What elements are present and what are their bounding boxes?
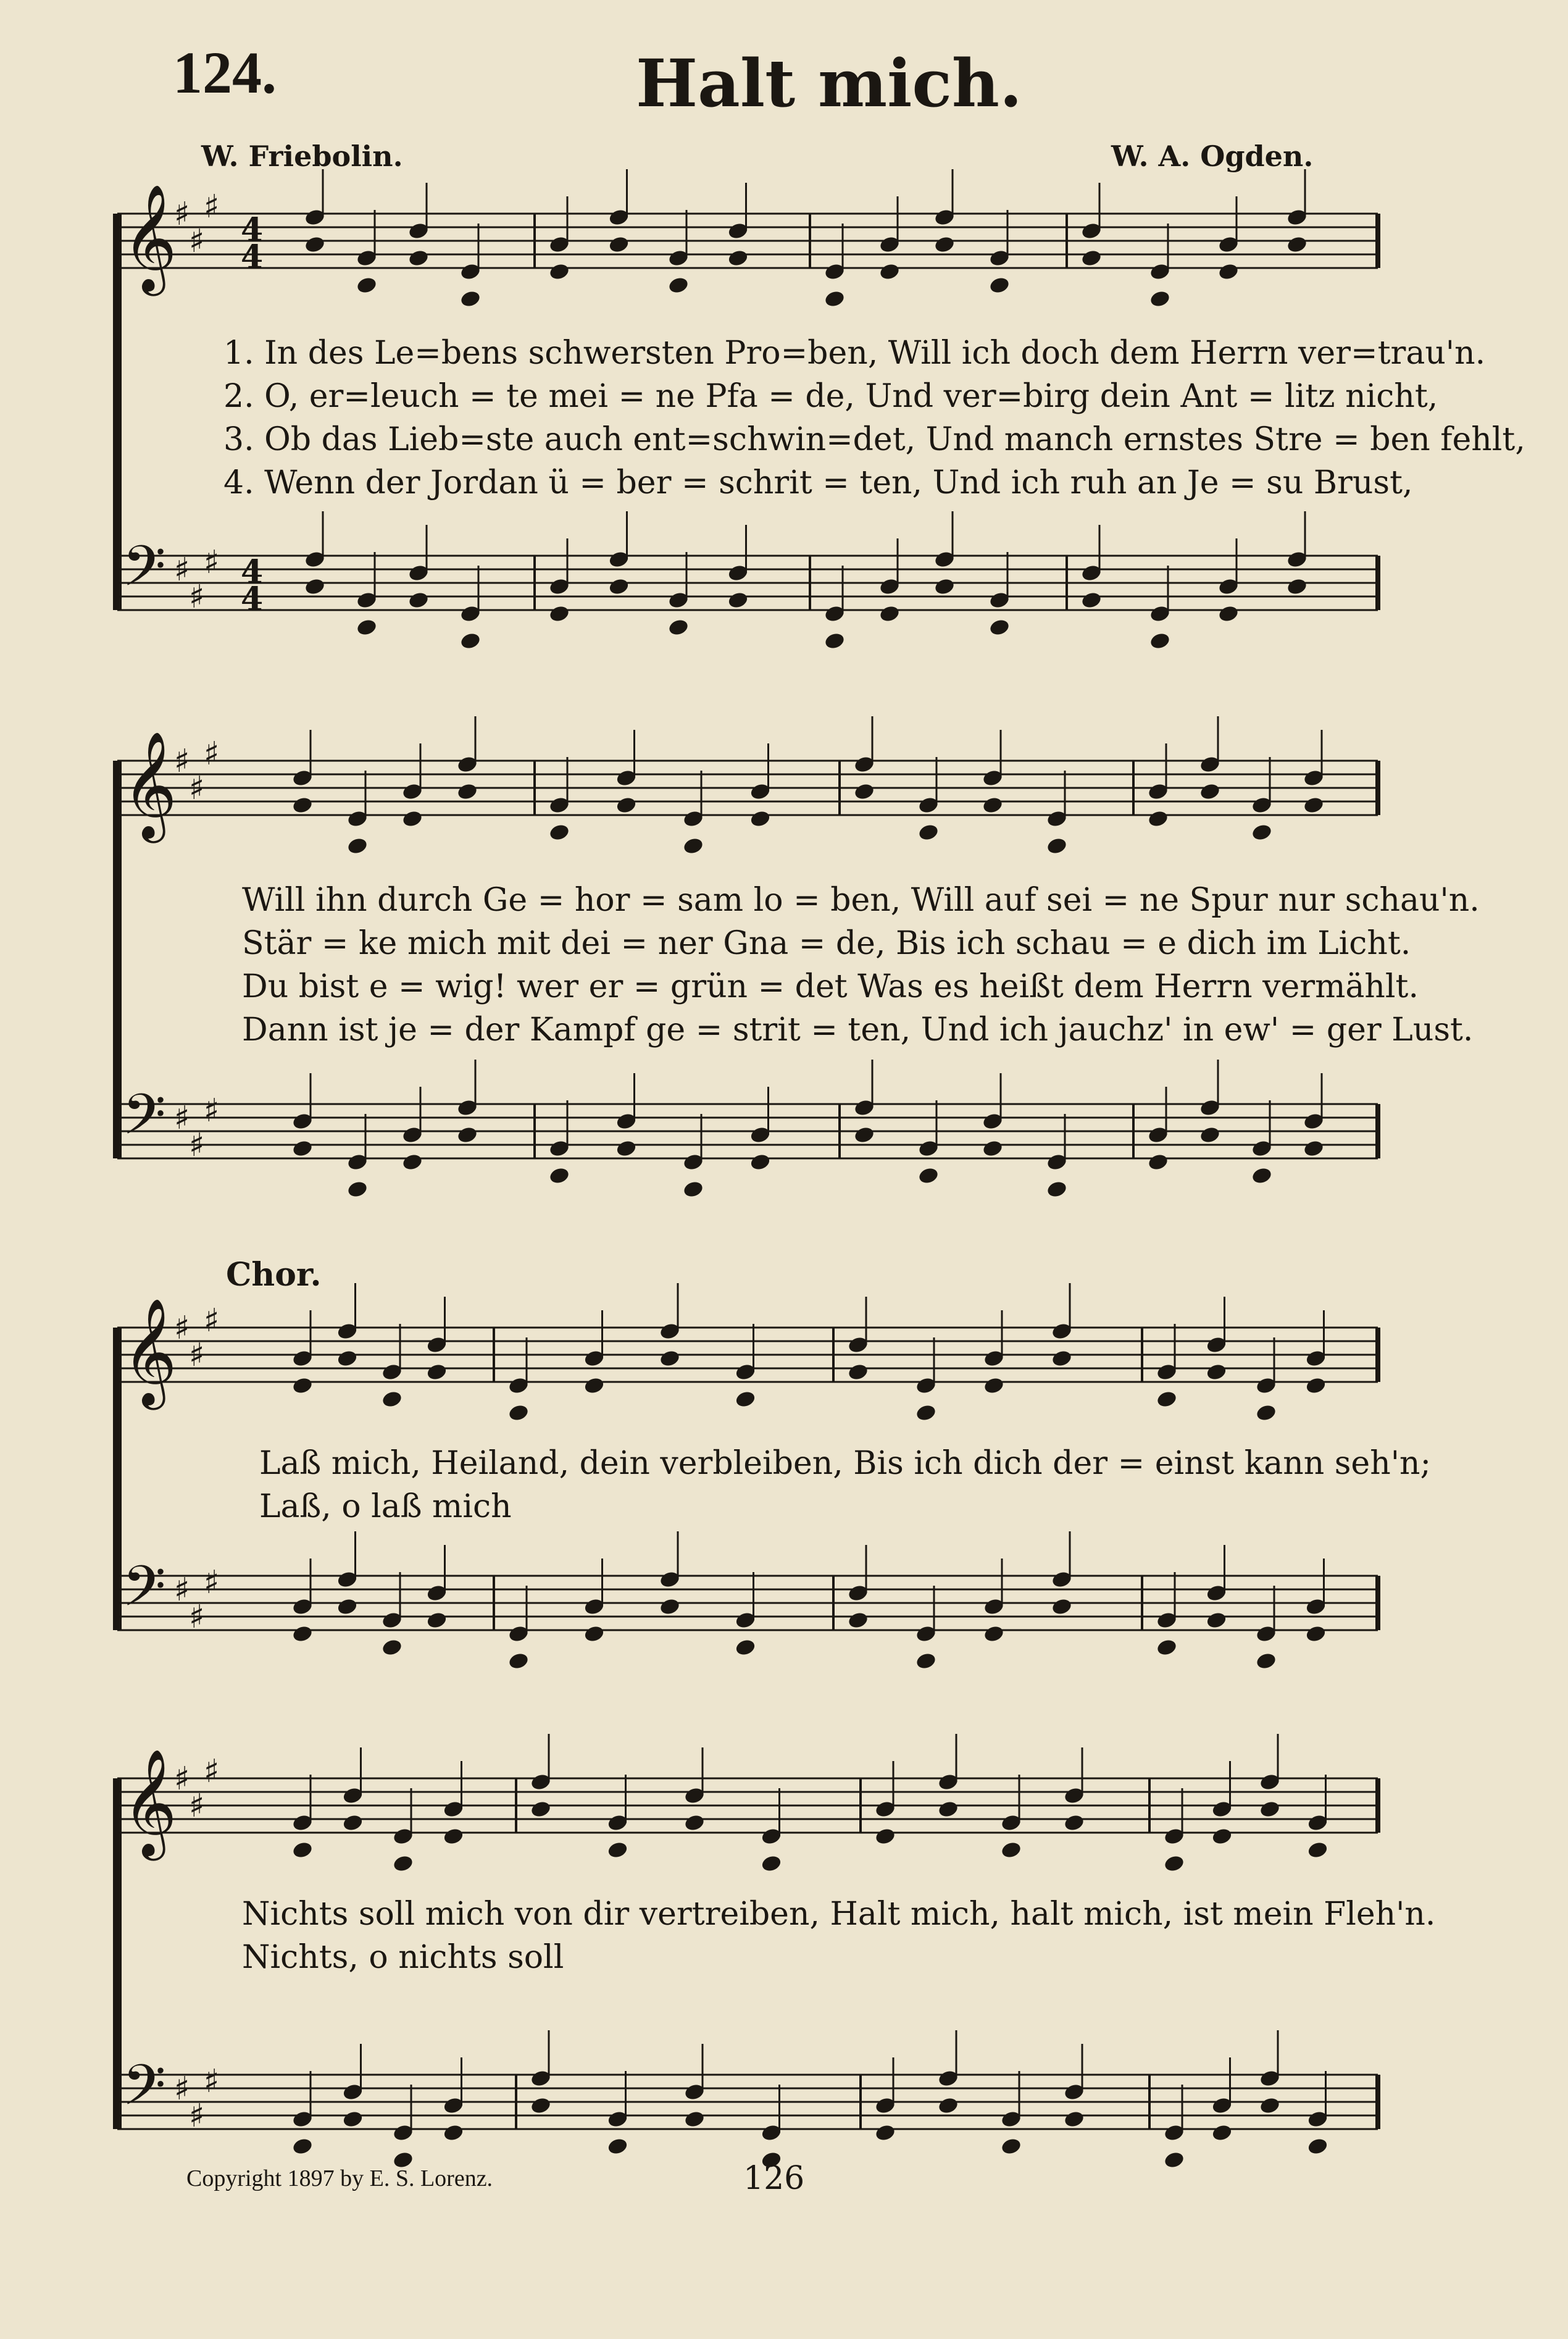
note-head: [874, 1827, 896, 1846]
note-head: [847, 1611, 869, 1630]
note-head: [988, 276, 1011, 295]
note-head: [1217, 605, 1240, 624]
note-head: [356, 276, 378, 295]
note-head: [878, 605, 901, 624]
verse-4-line-2: Dann ist je = der Kampf ge = strit = ten, Und ich jauchz' in ew' = ger Lust.: [242, 1011, 1474, 1048]
note-head: [761, 1854, 783, 1873]
note-head: [1051, 1597, 1073, 1617]
note-head: [937, 2096, 959, 2115]
note-head: [342, 2110, 364, 2129]
note-head: [1163, 2151, 1185, 2170]
sharp-icon: ♯: [204, 544, 220, 581]
note-head: [1251, 823, 1273, 842]
note-head: [749, 1153, 772, 1172]
time-signature-top: 4: [241, 553, 264, 591]
hymn-title: Halt mich.: [636, 44, 1022, 122]
note-head: [727, 249, 749, 268]
sharp-icon: ♯: [174, 2070, 190, 2107]
note-head: [683, 2110, 706, 2129]
chorus-line-2-alt: Nichts, o nichts soll: [242, 1939, 564, 1976]
note-head: [401, 810, 423, 829]
note-head: [615, 796, 638, 815]
verse-1-line-1: 1. In des Le=bens schwersten Pro=ben, Will ich doch dem Herrn ver=trau'n.: [223, 335, 1486, 372]
note-head: [874, 2124, 896, 2143]
note-head: [1149, 632, 1171, 651]
note-head: [1255, 1652, 1277, 1671]
note-head: [1051, 1349, 1073, 1368]
note-head: [847, 1363, 869, 1382]
note-head: [291, 1376, 314, 1395]
sharp-icon: ♯: [189, 1127, 205, 1164]
note-head: [456, 1126, 478, 1145]
note-head: [304, 577, 326, 596]
note-head: [878, 262, 901, 282]
note-head: [983, 1376, 1005, 1395]
sharp-icon: ♯: [174, 1100, 190, 1137]
bass-clef-icon: 𝄢: [122, 2052, 166, 2132]
note-head: [982, 1139, 1004, 1158]
note-head: [426, 1363, 448, 1382]
sharp-icon: ♯: [189, 579, 205, 616]
time-signature-bottom: 4: [241, 238, 264, 276]
note-head: [1286, 235, 1308, 254]
note-head: [727, 591, 749, 610]
note-head: [548, 1166, 570, 1186]
note-head: [915, 1652, 937, 1671]
note-head: [443, 1827, 465, 1846]
note-head: [507, 1404, 530, 1423]
note-head: [659, 1349, 681, 1368]
note-head: [346, 837, 369, 856]
sharp-icon: ♯: [189, 1788, 205, 1825]
note-head: [1307, 2137, 1329, 2156]
note-head: [1046, 1180, 1068, 1199]
note-head: [933, 577, 956, 596]
note-head: [937, 1800, 959, 1819]
verse-3-line-2: Du bist e = wig! wer er = grün = det Was es heißt dem Herrn vermählt.: [242, 968, 1419, 1005]
chorus-line-1-alt: Laß, o laß mich: [259, 1488, 512, 1525]
time-signature-bottom: 4: [241, 580, 264, 618]
note-head: [853, 782, 875, 801]
note-head: [659, 1597, 681, 1617]
note-head: [917, 823, 940, 842]
note-head: [683, 1814, 706, 1833]
note-head: [933, 235, 956, 254]
note-head: [1259, 2096, 1281, 2115]
note-head: [548, 823, 570, 842]
note-head: [548, 262, 570, 282]
treble-clef-icon: 𝄞: [122, 731, 177, 839]
note-head: [407, 591, 430, 610]
note-head: [608, 577, 630, 596]
sharp-icon: ♯: [174, 1310, 190, 1347]
note-head: [1147, 810, 1169, 829]
sharp-icon: ♯: [189, 770, 205, 807]
note-head: [1199, 782, 1221, 801]
verse-2-line-2: Stär = ke mich mit dei = ner Gna = de, Bis ich schau = e dich im Licht.: [242, 925, 1411, 962]
bass-clef-icon: 𝄢: [122, 1082, 166, 1161]
note-head: [443, 2124, 465, 2143]
note-head: [607, 2137, 629, 2156]
note-head: [1199, 1126, 1221, 1145]
note-head: [988, 618, 1011, 637]
note-head: [291, 1139, 314, 1158]
note-head: [607, 1841, 629, 1860]
note-head: [1063, 1814, 1085, 1833]
note-head: [608, 235, 630, 254]
verse-3-line-1: 3. Ob das Lieb=ste auch ent=schwin=det, Und manch ernstes Stre = ben fehlt,: [223, 421, 1525, 458]
bass-clef-icon: 𝄢: [122, 533, 166, 613]
sharp-icon: ♯: [174, 1760, 190, 1797]
note-head: [291, 1625, 314, 1644]
verse-1-line-2: Will ihn durch Ge = hor = sam lo = ben, Will auf sei = ne Spur nur schau'n.: [242, 882, 1480, 919]
sharp-icon: ♯: [204, 2063, 220, 2100]
page-number: 126: [743, 2160, 805, 2197]
sharp-icon: ♯: [204, 1302, 220, 1339]
note-head: [749, 810, 772, 829]
note-head: [682, 837, 704, 856]
note-head: [346, 1180, 369, 1199]
note-head: [356, 618, 378, 637]
sharp-icon: ♯: [189, 2098, 205, 2135]
note-head: [381, 1390, 403, 1409]
sharp-icon: ♯: [204, 1564, 220, 1601]
note-head: [342, 1814, 364, 1833]
note-head: [1046, 837, 1068, 856]
bass-clef-icon: 𝄢: [122, 1554, 166, 1633]
note-head: [982, 796, 1004, 815]
note-head: [1211, 2124, 1233, 2143]
treble-clef-icon: 𝄞: [122, 1749, 177, 1856]
note-head: [456, 782, 478, 801]
note-head: [917, 1166, 940, 1186]
sharp-icon: ♯: [189, 1337, 205, 1374]
chorus-line-1: Laß mich, Heiland, dein verbleiben, Bis ich dich der = einst kann seh'n;: [259, 1445, 1431, 1482]
note-head: [1149, 290, 1171, 309]
verse-4-line-1: 4. Wenn der Jordan ü = ber = schrit = ten, Und ich ruh an Je = su Brust,: [223, 464, 1413, 501]
note-head: [1080, 249, 1103, 268]
note-head: [407, 249, 430, 268]
note-head: [824, 632, 846, 651]
note-head: [1307, 1841, 1329, 1860]
note-head: [1286, 577, 1308, 596]
note-head: [615, 1139, 638, 1158]
note-head: [983, 1625, 1005, 1644]
note-head: [667, 276, 690, 295]
sharp-icon: ♯: [189, 1599, 205, 1636]
note-head: [1305, 1625, 1327, 1644]
note-head: [1303, 796, 1325, 815]
note-head: [401, 1153, 423, 1172]
note-head: [583, 1625, 606, 1644]
note-head: [1000, 2137, 1022, 2156]
note-head: [336, 1597, 359, 1617]
sharp-icon: ♯: [174, 551, 190, 588]
note-head: [1303, 1139, 1325, 1158]
note-head: [507, 1652, 530, 1671]
note-head: [853, 1126, 875, 1145]
note-head: [1000, 1841, 1022, 1860]
note-head: [1211, 1827, 1233, 1846]
note-head: [291, 1841, 314, 1860]
verse-2-line-1: 2. O, er=leuch = te mei = ne Pfa = de, Und ver=birg dein Ant = litz nicht,: [223, 378, 1438, 415]
note-head: [530, 2096, 552, 2115]
sharp-icon: ♯: [204, 188, 220, 225]
author-credit: W. Friebolin.: [201, 140, 403, 173]
note-head: [304, 235, 326, 254]
composer-credit: W. A. Ogden.: [1111, 140, 1314, 173]
sharp-icon: ♯: [174, 196, 190, 233]
note-head: [1080, 591, 1103, 610]
note-head: [1163, 1854, 1185, 1873]
note-head: [735, 1390, 757, 1409]
copyright-notice: Copyright 1897 by E. S. Lorenz.: [186, 2165, 493, 2191]
note-head: [548, 605, 570, 624]
note-head: [583, 1376, 606, 1395]
note-head: [392, 1854, 414, 1873]
note-head: [824, 290, 846, 309]
time-signature-top: 4: [241, 211, 264, 249]
chorus-line-2: Nichts soll mich von dir vertreiben, Halt mich, halt mich, ist mein Fleh'n.: [242, 1896, 1436, 1933]
note-head: [1255, 1404, 1277, 1423]
note-head: [1251, 1166, 1273, 1186]
note-head: [530, 1800, 552, 1819]
note-head: [682, 1180, 704, 1199]
note-head: [1206, 1611, 1228, 1630]
sharp-icon: ♯: [204, 735, 220, 772]
note-head: [735, 1638, 757, 1657]
note-head: [667, 618, 690, 637]
treble-clef-icon: 𝄞: [122, 1298, 177, 1405]
note-head: [291, 796, 314, 815]
hymn-number: 124.: [173, 40, 277, 106]
note-head: [459, 632, 482, 651]
note-head: [915, 1404, 937, 1423]
note-head: [1063, 2110, 1085, 2129]
note-head: [426, 1611, 448, 1630]
sharp-icon: ♯: [189, 223, 205, 260]
note-head: [1259, 1800, 1281, 1819]
chorus-label: Chor.: [226, 1256, 322, 1294]
treble-clef-icon: 𝄞: [122, 184, 177, 291]
sharp-icon: ♯: [174, 1571, 190, 1609]
note-head: [1147, 1153, 1169, 1172]
sharp-icon: ♯: [204, 1092, 220, 1129]
note-head: [1156, 1390, 1178, 1409]
note-head: [1156, 1638, 1178, 1657]
note-head: [336, 1349, 359, 1368]
note-head: [1217, 262, 1240, 282]
note-head: [381, 1638, 403, 1657]
note-head: [1206, 1363, 1228, 1382]
note-head: [291, 2137, 314, 2156]
note-head: [459, 290, 482, 309]
sharp-icon: ♯: [204, 1753, 220, 1790]
sharp-icon: ♯: [174, 743, 190, 780]
note-head: [1305, 1376, 1327, 1395]
